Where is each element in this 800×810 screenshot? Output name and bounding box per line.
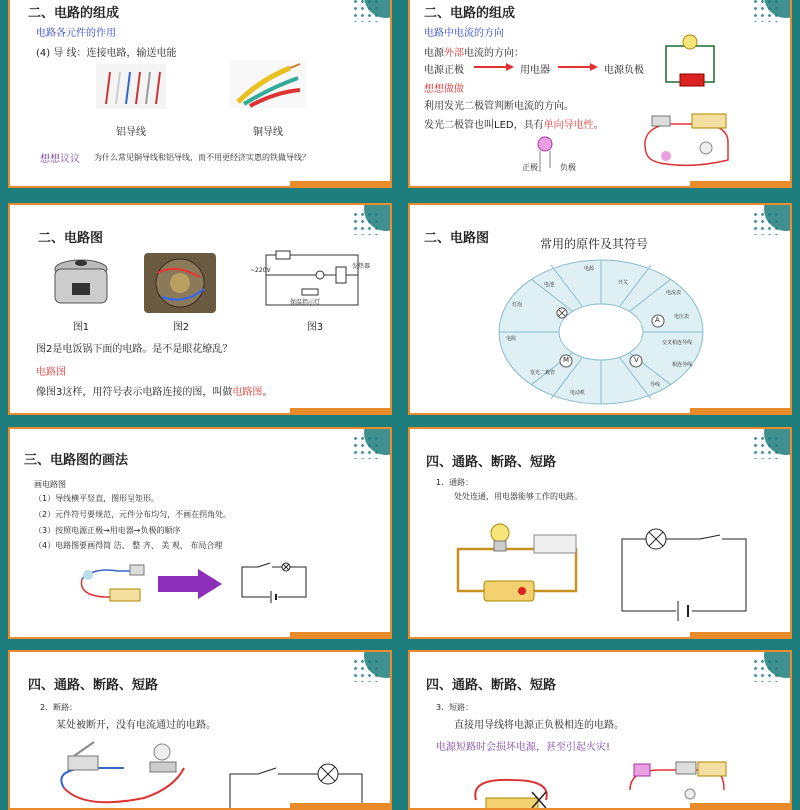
wire-function-text: (4) 导 线：连接电路，输送电能 — [36, 48, 177, 59]
diagram-voltage-label: ~220V — [250, 267, 271, 274]
term-label: 电路图 — [36, 367, 66, 378]
rule-3: （3）按照电源正极→用电器→负极的顺序 — [34, 526, 181, 535]
arrow-icon — [558, 62, 598, 72]
led-negative-label: 负极 — [560, 163, 576, 172]
wheel-label-cross-wires: 交叉相连导线 — [662, 340, 693, 346]
closed-real-circuit-icon — [454, 521, 584, 605]
wheel-label-bulb: 灯泡 — [512, 302, 523, 308]
circuit-schematic-icon — [240, 563, 310, 601]
aluminum-wire-caption: 铝导线 — [116, 127, 146, 138]
led-description: 发光二极管也叫LED，具有单向导电性。 — [424, 120, 604, 131]
figure-1-caption: 图1 — [72, 322, 90, 333]
dot-pattern — [352, 211, 382, 235]
slide-2[interactable] — [408, 0, 792, 188]
wheel-label-connected-wires: 相连导线 — [672, 362, 693, 368]
flow-positive: 电源正极 — [424, 65, 464, 76]
open-schematic-icon — [228, 768, 368, 810]
rice-cooker-icon — [50, 255, 112, 311]
slide-3[interactable] — [8, 203, 392, 415]
wheel-label-switch: 开关 — [618, 280, 629, 286]
copper-wire-image — [230, 60, 306, 108]
dot-pattern — [352, 435, 382, 459]
short-circuit-desc: 直接用导线将电源正负极相连的电路。 — [454, 720, 624, 731]
led-instruction: 利用发光二极管判断电流的方向。 — [424, 101, 574, 112]
open-circuit-label: 2．断路： — [40, 703, 78, 712]
slide-title: 四、通路、断路、短路 — [426, 455, 557, 470]
question-text: 图2是电饭锅下面的电路。是不是眼花缭乱？ — [36, 344, 233, 355]
dot-pattern — [352, 0, 382, 22]
closed-circuit-desc: 处处连通，用电器能够工作的电路。 — [454, 492, 582, 501]
symbol-motor: M — [563, 356, 570, 364]
component-symbol-wheel — [496, 257, 706, 407]
wheel-label-power: 电源 — [584, 266, 595, 272]
closed-schematic-icon — [620, 535, 750, 615]
slide-title: 四、通路、断路、短路 — [28, 678, 159, 693]
aluminum-wire-icon — [96, 64, 166, 109]
open-circuit-desc: 某处被断开，没有电流通过的电路。 — [56, 720, 216, 731]
current-direction-line: 电源外部电流的方向： — [424, 48, 524, 59]
think-discuss-question: 为什么常见铜导线和铝导线，而不用更经济实惠的铁做导线？ — [94, 153, 310, 162]
dot-pattern — [752, 658, 782, 682]
circuit-photo-image — [144, 253, 216, 313]
short-led-circuit-icon — [620, 760, 730, 810]
rule-4: （4）电路图要画得简 洁、 整 齐、 美 观、 布局合理 — [34, 541, 223, 550]
slide-8[interactable] — [408, 650, 792, 810]
slide-title: 二、电路图 — [38, 231, 104, 246]
definition-text: 像图3这样，用符号表示电路连接的图，叫做电路图。 — [36, 387, 273, 398]
rice-cooker-image — [50, 255, 112, 311]
arrow-right-icon — [158, 569, 222, 599]
dot-pattern — [752, 0, 782, 22]
circuit-bulb-battery-icon — [662, 30, 722, 90]
flow-negative: 电源负极 — [604, 65, 644, 76]
wheel-label-wire: 导线 — [650, 382, 661, 388]
wheel-label-resistor: 电阻 — [506, 336, 517, 342]
wheel-label-voltmeter: 电压表 — [674, 314, 690, 320]
wheel-label-motor: 电动机 — [570, 390, 586, 396]
short-real-circuit-icon — [466, 770, 556, 810]
flow-appliance: 用电器 — [520, 65, 550, 76]
real-circuit-icon — [74, 559, 154, 603]
dot-pattern — [352, 658, 382, 682]
slide-1[interactable] — [8, 0, 392, 188]
copper-wire-caption: 铜导线 — [253, 127, 283, 138]
closed-circuit-label: 1．通路： — [436, 478, 474, 487]
open-real-circuit-icon — [54, 738, 194, 808]
wheel-heading: 常用的原件及其符号 — [540, 237, 649, 251]
slide-7[interactable] — [8, 650, 392, 810]
section-subtitle: 电路中电流的方向 — [424, 28, 504, 39]
slide-title: 二、电路的组成 — [424, 6, 516, 21]
try-it-label: 想想做做 — [424, 84, 464, 95]
diagram-heater-label: 发热器 — [352, 263, 371, 270]
symbol-voltmeter: V — [634, 356, 639, 364]
arrow-icon — [474, 62, 514, 72]
section-subtitle: 画电路图 — [34, 480, 66, 489]
slide-title: 二、电路的组成 — [28, 6, 120, 21]
copper-wire-icon — [230, 60, 306, 108]
led-positive-label: 正极 — [522, 163, 538, 172]
wheel-label-led: 发光二极管 — [530, 370, 556, 376]
rule-2: （2）元件符号要规范，元件分布均匀，不画在拐角处。 — [34, 510, 232, 519]
slide-6[interactable] — [408, 427, 792, 639]
think-discuss-label: 想想议议 — [40, 154, 80, 165]
short-circuit-warning: 电源短路时会损坏电源，甚至引起火灾! — [436, 742, 611, 753]
slide-title: 三、电路图的画法 — [24, 453, 129, 468]
dot-pattern — [752, 435, 782, 459]
figure-3-caption: 图3 — [306, 322, 324, 333]
figure-2-caption: 图2 — [172, 322, 190, 333]
section-subtitle: 电路各元件的作用 — [36, 28, 116, 39]
slide-title: 二、电路图 — [424, 231, 490, 246]
dot-pattern — [752, 211, 782, 235]
slide-title: 四、通路、断路、短路 — [426, 678, 557, 693]
symbol-ammeter: A — [655, 316, 660, 324]
wheel-label-battery: 电池 — [544, 282, 555, 288]
short-circuit-label: 3．短路： — [436, 703, 474, 712]
circuit-photo-icon — [144, 253, 216, 313]
slide-4[interactable] — [408, 203, 792, 415]
diagram-indicator-label: 保温指示灯 — [290, 299, 321, 306]
led-circuit-icon — [636, 110, 736, 174]
aluminum-wire-image — [96, 64, 166, 109]
wheel-label-ammeter: 电流表 — [666, 290, 682, 296]
rule-1: （1）导线横平竖直，图形呈矩形。 — [34, 494, 160, 503]
slide-5[interactable] — [8, 427, 392, 639]
